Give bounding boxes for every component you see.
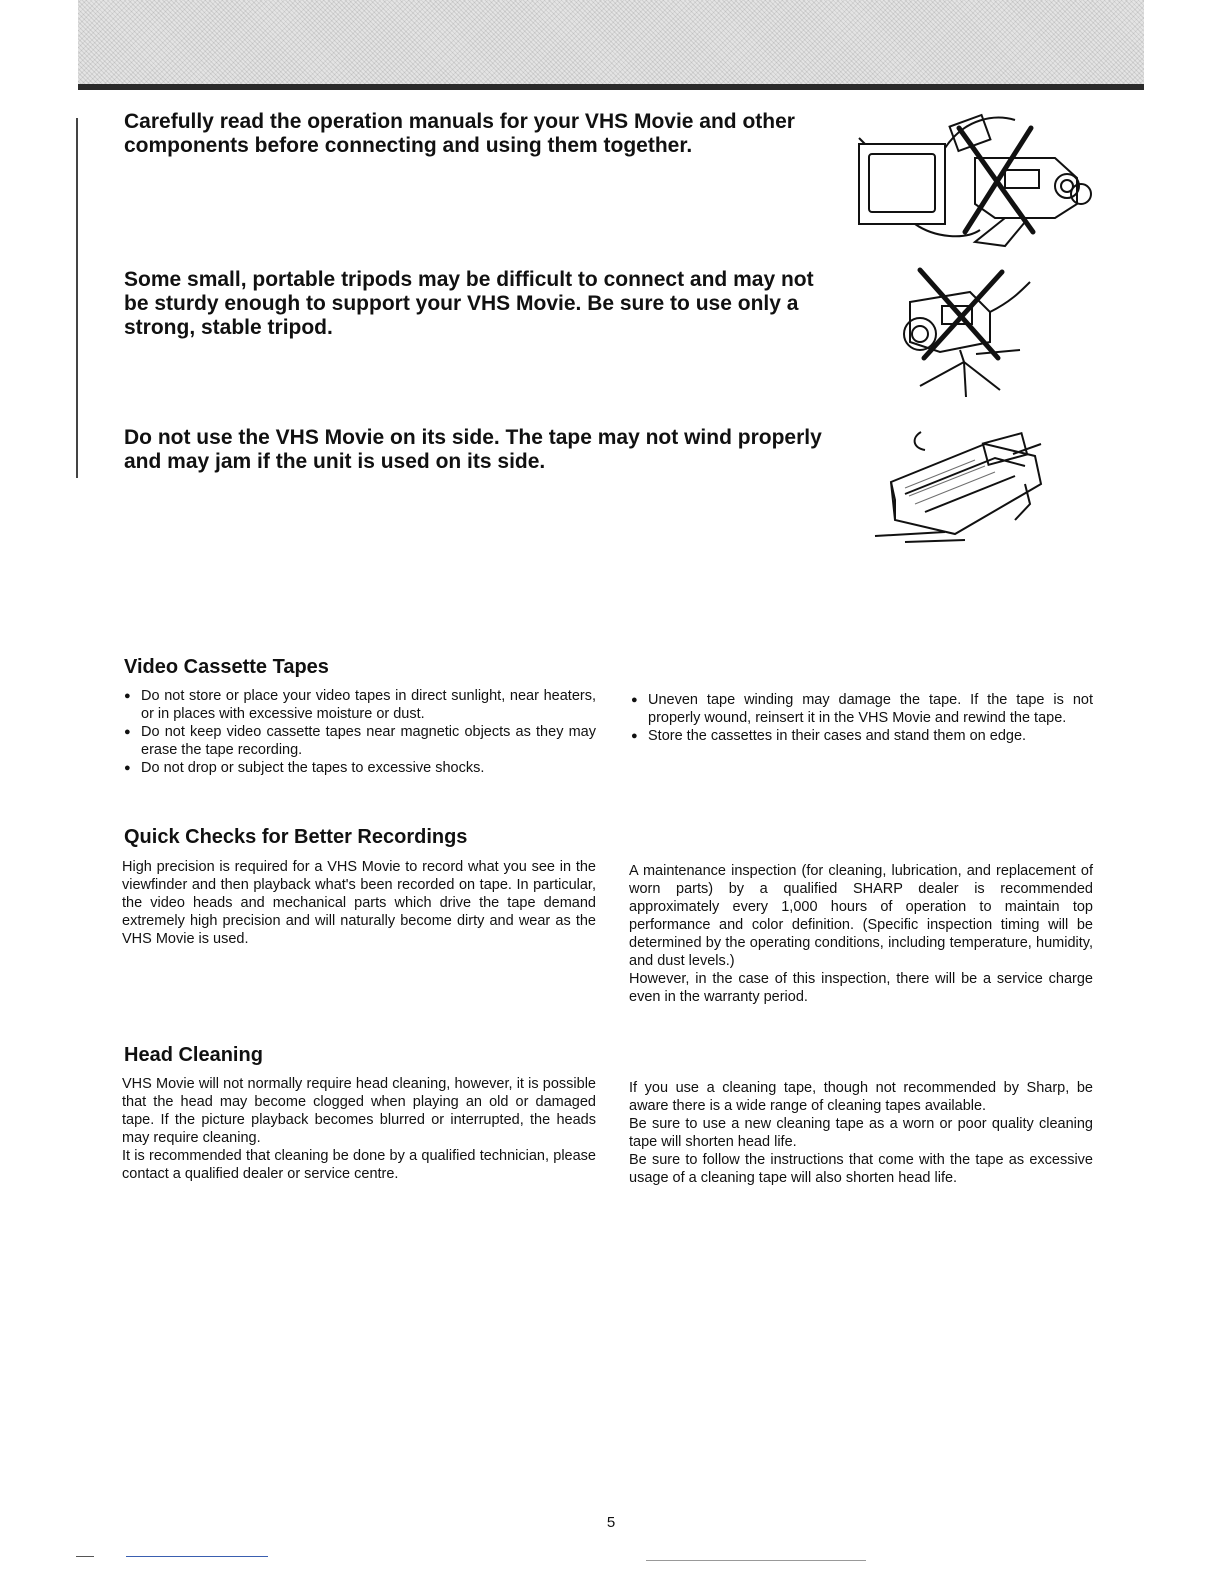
head-paragraph: Be sure to use a new cleaning tape as a worn or poor quality cleaning tape will shorten head life. — [629, 1116, 1093, 1150]
header-band — [78, 0, 1144, 86]
tapes-bullet: ● Do not store or place your video tapes in direct sunlight, near heaters, or in places with excessive moisture or dust. — [122, 687, 596, 723]
tripod-crossed-icon — [880, 262, 1045, 402]
checks-left-column — [122, 858, 596, 948]
tv-camcorder-crossed-icon — [855, 108, 1095, 250]
head-paragraph: If you use a cleaning tape, though not recommended by Sharp, be aware there is a wide range of cleaning tapes available. — [629, 1080, 1093, 1114]
section-title-checks: Quick Checks for Better Recordings — [124, 826, 468, 848]
tapes-bullet: ● Do not drop or subject the tapes to excessive shocks. — [122, 759, 596, 777]
head-paragraph: VHS Movie will not normally require head cleaning, however, it is possible that the head may become clogged when playing an old or damaged tape. If the picture playback becomes blurred or interrupted, the heads may require cleaning. — [122, 1076, 596, 1146]
footer-rule — [646, 1560, 866, 1561]
section-title-head-cleaning: Head Cleaning — [124, 1044, 263, 1066]
footer-rule — [76, 1556, 94, 1557]
header-rule — [78, 84, 1144, 90]
checks-paragraph: However, in the case of this inspection, there will be a service charge even in the warranty period. — [629, 971, 1093, 1005]
head-right-column — [629, 1079, 1093, 1187]
margin-rule — [76, 118, 78, 478]
tapes-bullet: ● Uneven tape winding may damage the tape. If the tape is not properly wound, reinsert it in the VHS Movie and rewind the tape. — [629, 691, 1093, 727]
head-paragraph: Be sure to follow the instructions that come with the tape as excessive usage of a cleaning tape will also shorten head life. — [629, 1152, 1093, 1186]
footer-rule — [126, 1556, 268, 1557]
head-paragraph: It is recommended that cleaning be done by a qualified technician, please contact a qualified dealer or service centre. — [122, 1148, 596, 1182]
head-left-column — [122, 1075, 596, 1183]
camcorder-side-icon — [865, 424, 1055, 554]
section-title-tapes: Video Cassette Tapes — [124, 656, 329, 678]
tapes-left-column — [122, 687, 596, 777]
warning-tripod: Some small, portable tripods may be difficult to connect and may not be sturdy enough to support your VHS Movie. Be sure to use only a strong, stable tripod. — [124, 268, 814, 339]
tapes-right-column — [629, 691, 1093, 745]
tapes-bullet: ● Store the cassettes in their cases and stand them on edge. — [629, 727, 1093, 745]
warning-side: Do not use the VHS Movie on its side. The tape may not wind properly and may jam if the unit is used on its side. — [124, 426, 822, 473]
tapes-bullet: ● Do not keep video cassette tapes near magnetic objects as they may erase the tape recording. — [122, 723, 596, 759]
warning-read-manuals: Carefully read the operation manuals for your VHS Movie and other components before connecting and using them together. — [124, 110, 795, 157]
checks-paragraph: High precision is required for a VHS Movie to record what you see in the viewfinder and then playback what's been recorded on tape. In particular, the video heads and mechanical parts which drive the tape demand extremely high precision and will naturally become dirty and wear as the VHS Movie is used. — [122, 859, 596, 947]
page-number: 5 — [606, 1514, 616, 1531]
checks-right-column — [629, 862, 1093, 1006]
checks-paragraph: A maintenance inspection (for cleaning, lubrication, and replacement of worn parts) by a qualified SHARP dealer is recommended approximately every 1,000 hours of operation to maintain top performance and color definition. (Specific inspection timing will be determined by the operating conditions, including temperature, humidity, and dust levels.) — [629, 863, 1093, 969]
